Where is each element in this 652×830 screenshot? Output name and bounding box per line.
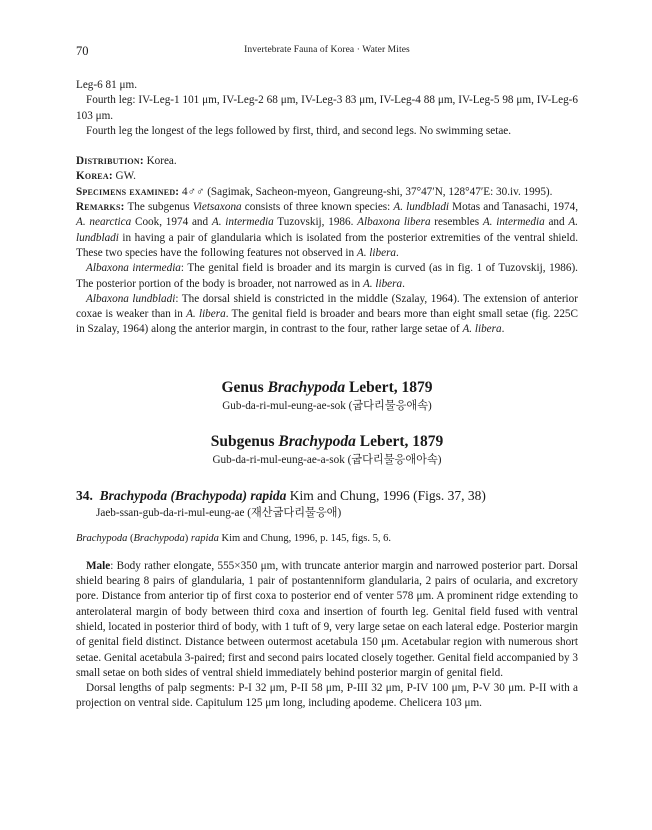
remarks-paragraph: Remarks: The subgenus Vietsaxona consists of three known species: A. lundbladi Motas and Tanasachi, 1974, A. nearctica Cook, 1974 and A. intermedia Tuzovskij, 1986. Albaxona libera resembles A. intermedia and A. lundbladi in having a pair of glandularia which is isolated from the posterior extremities of the ventral shield. These two species have the following features not observed in A. libera.	[76, 201, 579, 259]
palp-description: Dorsal lengths of palp segments: P-I 32 μm, P-II 58 μm, P-III 32 μm, P-IV 100 μm, P-V 30 μm. P-II with a projection on ventral side. Capitulum 125 μm long, including apodeme. Chelicera 103 μm.	[76, 682, 578, 710]
page-number: 70	[76, 44, 89, 58]
remarks-lundbladi-paragraph: Albaxona lundbladi: The dorsal shield is constricted in the middle (Szalay, 1964). The extension of anterior coxae is weaker than in A. libera. The genital field is broader and bears more than eight small setae (fig. 225C in Szalay, 1964) along the anterior margin, in contrast to the four, rather large setae of A. libera.	[76, 292, 578, 336]
page-body	[76, 78, 578, 712]
remarks-intermedia-paragraph: Albaxona intermedia: The genital field is broader and its margin is curved (as in fig. 1 of Tuzovskij, 1986). The posterior portion of the body is broader, not narrowed as in A. libera.	[76, 262, 578, 290]
remarks-label: Remarks:	[76, 201, 125, 214]
distribution-label: Distribution:	[76, 155, 144, 168]
male-label: Male	[86, 559, 111, 572]
leg-comparison-paragraph: Fourth leg the longest of the legs followed by first, third, and second legs. No swimming setae.	[86, 124, 512, 137]
specimens-line	[76, 185, 578, 200]
distribution-value: Korea.	[143, 155, 177, 168]
korea-label: Korea:	[76, 170, 113, 183]
genus-korean-name: Gub-da-ri-mul-eung-ae-sok (굽다리물응애속)	[222, 399, 432, 412]
male-description: Male: Body rather elongate, 555×350 μm, with truncate anterior margin and narrowed posterior part. Dorsal shield bearing 8 pairs of glandularia, 1 pair of postantenniform glandularia, 2 pairs of ocularia, and excretory pore. Distance from anterior tip of first coxa to posterior end of venter 578 μm. A prominent ridge extending to anterolateral margin of body between third coxa and insertion of fourth leg. Genital field fused with ventral shield, located in posterior third of body, with 1 tuft of 9, very large setae on each lateral edge. Posterior margin of genital field distinct. Distance between outermost acetabula 150 μm. Acetabular region with numerous short setae. Genital acetabula 3-paired; first and second pairs located closely together. Genital field accompanied by 3 small setae on both sides of ventral shield immediately behind posterior margin of genital field.	[76, 559, 578, 679]
korea-value: GW.	[112, 170, 136, 183]
species-korean-name: Jaeb-ssan-gub-da-ri-mul-eung-ae (재산굽다리물응애)	[96, 506, 342, 519]
species-heading: 34. Brachypoda (Brachypoda) rapida Kim and Chung, 1996 (Figs. 37, 38)	[76, 487, 486, 503]
page-header	[76, 44, 578, 60]
leg6-line: Leg-6 81 μm.	[76, 79, 137, 91]
subgenus-korean-name: Gub-da-ri-mul-eung-ae-a-sok (굽다리물응애아속)	[212, 453, 442, 466]
subgenus-heading: Subgenus Brachypoda Lebert, 1879	[210, 432, 444, 450]
distribution-line	[76, 154, 578, 169]
species-citation: Brachypoda (Brachypoda) rapida Kim and Chung, 1996, p. 145, figs. 5, 6.	[76, 532, 392, 544]
korea-line	[76, 169, 578, 184]
genus-heading: Genus Brachypoda Lebert, 1879	[221, 378, 433, 396]
running-head: Invertebrate Fauna of Korea · Water Mites	[244, 45, 410, 55]
specimens-label: Specimens examined:	[76, 185, 180, 198]
fourth-leg-paragraph: Fourth leg: IV-Leg-1 101 μm, IV-Leg-2 68 μm, IV-Leg-3 83 μm, IV-Leg-4 88 μm, IV-Leg-5 98 μm, IV-Leg-6 103 μm.	[76, 94, 578, 122]
specimens-value: 4♂♂ (Sagimak, Sacheon-myeon, Gangreung-shi, 37°47′N, 128°47′E: 30.iv. 1995).	[179, 185, 553, 198]
